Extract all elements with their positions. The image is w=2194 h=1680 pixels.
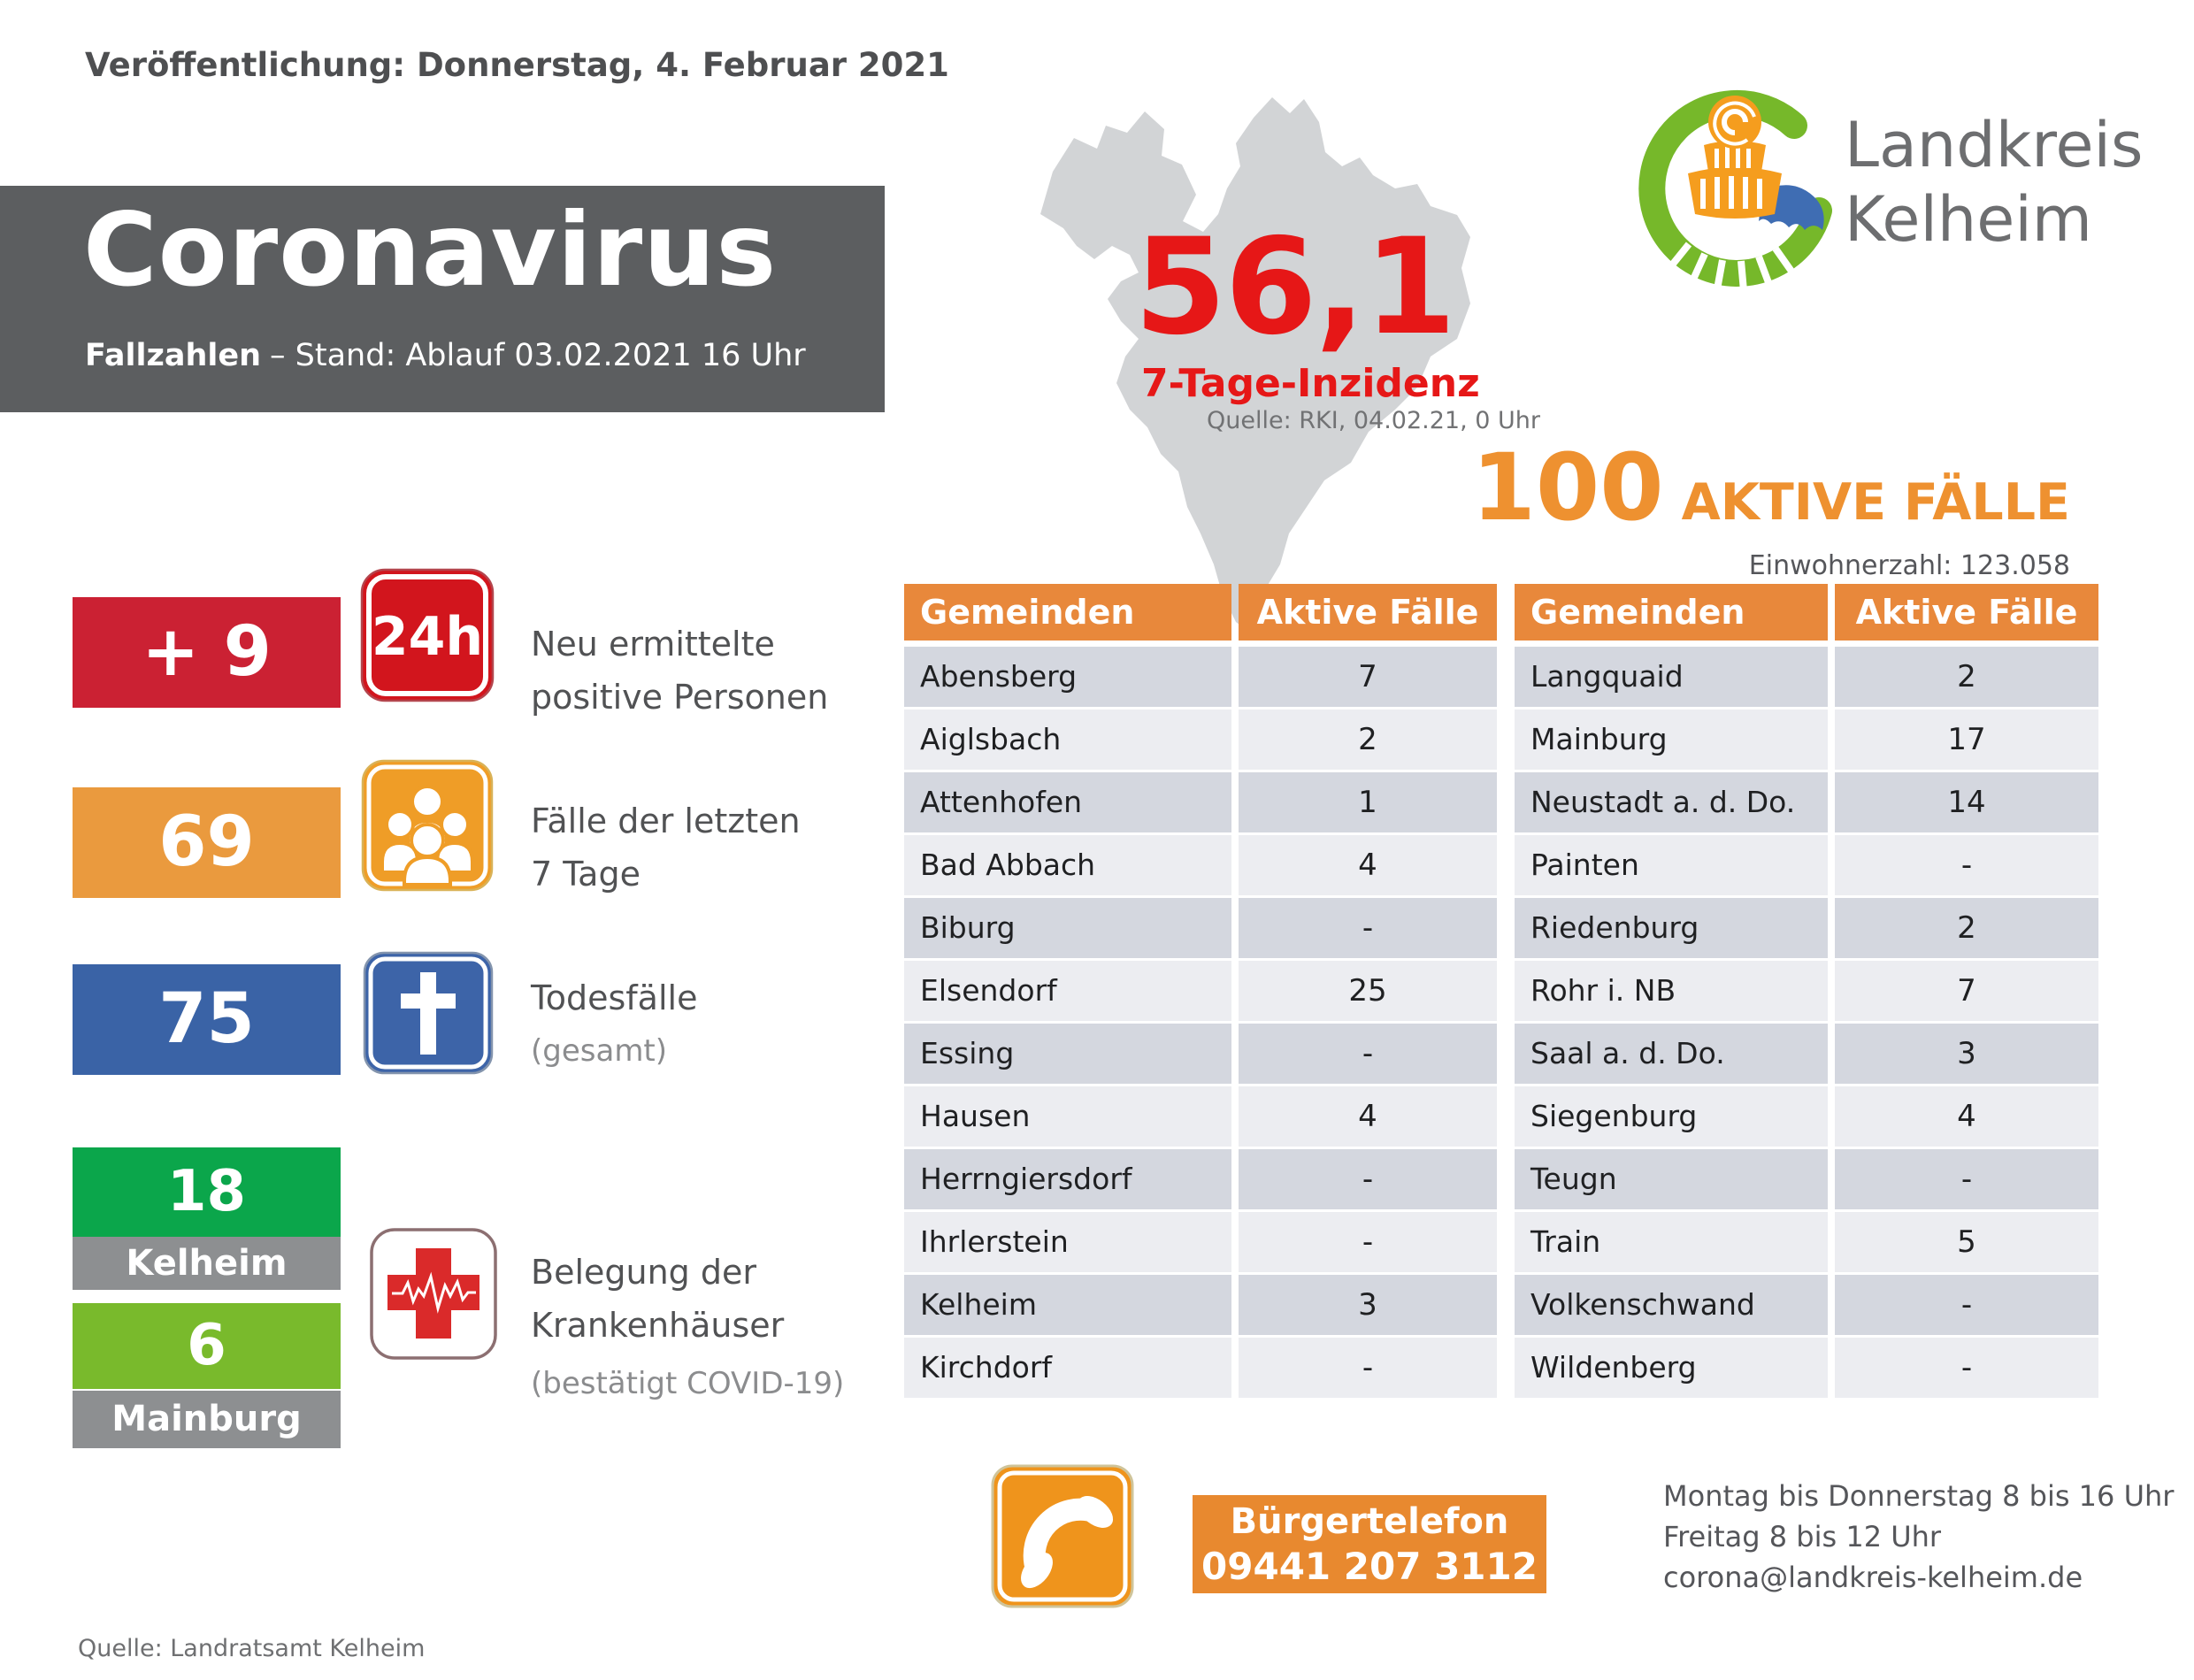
gemeinde-cell: Essing: [904, 1024, 1231, 1084]
table-row: [904, 1338, 2098, 1398]
hospital-label: [531, 1246, 844, 1410]
table-header-row: [904, 584, 2098, 641]
gemeinde-cell: Aiglsbach: [904, 710, 1231, 770]
gemeinde-cell: Mainburg: [1515, 710, 1828, 770]
cases-cell: 1: [1239, 772, 1497, 832]
buergertelefon-number: 09441 207 3112: [1201, 1545, 1538, 1588]
gemeinde-cell: Kelheim: [904, 1275, 1231, 1335]
cases-cell: -: [1239, 1338, 1497, 1398]
cases-cell: 14: [1835, 772, 2098, 832]
last7days-label: [531, 794, 801, 901]
subtitle-rest: – Stand: Ablauf 03.02.2021 16 Uhr: [270, 338, 806, 373]
table-row: [904, 647, 2098, 707]
cases-cell: -: [1835, 835, 2098, 895]
contact-hours: [1663, 1476, 2174, 1598]
cases-cell: 4: [1239, 1086, 1497, 1147]
active-cases-headline: [1472, 433, 2070, 541]
gemeinde-cell: Painten: [1515, 835, 1828, 895]
table-row: [904, 772, 2098, 832]
cases-cell: 25: [1239, 961, 1497, 1021]
population-count: Einwohnerzahl: 123.058: [1748, 550, 2070, 581]
people-group-icon: [361, 759, 494, 892]
table-row: [904, 898, 2098, 958]
phone-icon: [991, 1464, 1134, 1608]
incidence-source: Quelle: RKI, 04.02.21, 0 Uhr: [1207, 407, 1540, 434]
table-row: [904, 1086, 2098, 1147]
header-gemeinden: Gemeinden: [1515, 584, 1828, 641]
table-row: [904, 961, 2098, 1021]
table-row: [904, 1275, 2098, 1335]
incidence-value: 56,1: [1134, 211, 1455, 364]
cases-cell: 7: [1835, 961, 2098, 1021]
header-aktive-faelle: Aktive Fälle: [1239, 584, 1497, 641]
last7days-value: 69: [73, 787, 341, 898]
new-cases-label-line1: Neu ermittelte: [531, 625, 775, 664]
gemeinden-table: [904, 584, 2098, 1400]
page-title: Coronavirus: [83, 191, 778, 309]
header-aktive-faelle: Aktive Fälle: [1835, 584, 2098, 641]
table-row: [904, 1024, 2098, 1084]
title-banner: [0, 186, 885, 412]
incidence-label: 7-Tage-Inzidenz: [1141, 361, 1480, 406]
gemeinde-cell: Rohr i. NB: [1515, 961, 1828, 1021]
cases-cell: 7: [1239, 647, 1497, 707]
cases-cell: 3: [1239, 1275, 1497, 1335]
new-cases-label-line2: positive Personen: [531, 678, 829, 717]
hospital-kelheim-value: 18: [73, 1147, 341, 1237]
cases-cell: -: [1835, 1275, 2098, 1335]
memorial-cross-icon: [363, 951, 494, 1075]
cases-cell: 3: [1835, 1024, 2098, 1084]
deaths-label: [531, 971, 697, 1078]
cases-cell: 17: [1835, 710, 2098, 770]
active-cases-label: AKTIVE FÄLLE: [1681, 473, 2070, 532]
contact-email[interactable]: corona@landkreis-kelheim.de: [1663, 1561, 2083, 1594]
24h-icon: [360, 568, 495, 702]
cases-cell: -: [1835, 1338, 2098, 1398]
cases-cell: -: [1835, 1149, 2098, 1209]
gemeinde-cell: Abensberg: [904, 647, 1231, 707]
footer-source: Quelle: Landratsamt Kelheim: [78, 1635, 426, 1662]
gemeinde-cell: Train: [1515, 1212, 1828, 1272]
hospital-mainburg-label: Mainburg: [73, 1391, 341, 1448]
new-cases-value: + 9: [73, 597, 341, 708]
deaths-label-line2: (gesamt): [531, 1033, 668, 1069]
active-cases-value: 100: [1471, 433, 1664, 541]
gemeinde-cell: Ihrlerstein: [904, 1212, 1231, 1272]
logo-wordmark: [1845, 108, 2143, 257]
cases-cell: -: [1239, 1149, 1497, 1209]
gemeinde-cell: Attenhofen: [904, 772, 1231, 832]
gemeinde-cell: Kirchdorf: [904, 1338, 1231, 1398]
hospital-label-line2: Krankenhäuser: [531, 1306, 785, 1345]
gemeinde-cell: Volkenschwand: [1515, 1275, 1828, 1335]
gemeinde-cell: Biburg: [904, 898, 1231, 958]
gemeinde-cell: Hausen: [904, 1086, 1231, 1147]
cases-cell: -: [1239, 898, 1497, 958]
table-row: [904, 1149, 2098, 1209]
gemeinde-cell: Saal a. d. Do.: [1515, 1024, 1828, 1084]
hospital-label-line1: Belegung der: [531, 1253, 756, 1292]
gemeinde-cell: Siegenburg: [1515, 1086, 1828, 1147]
hospital-label-line3: (bestätigt COVID-19): [531, 1366, 845, 1401]
table-row: [904, 835, 2098, 895]
publication-date: Veröffentlichung: Donnerstag, 4. Februar 2021: [85, 46, 949, 84]
gemeinde-cell: Neustadt a. d. Do.: [1515, 772, 1828, 832]
hospital-mainburg-value: 6: [73, 1303, 341, 1389]
cases-cell: -: [1239, 1212, 1497, 1272]
gemeinde-cell: Riedenburg: [1515, 898, 1828, 958]
gemeinde-cell: Herrngiersdorf: [904, 1149, 1231, 1209]
cases-cell: 5: [1835, 1212, 2098, 1272]
gemeinde-cell: Teugn: [1515, 1149, 1828, 1209]
cases-cell: -: [1239, 1024, 1497, 1084]
buergertelefon-box: [1193, 1495, 1546, 1593]
24h-badge-text: 24h: [371, 606, 484, 668]
gemeinde-cell: Bad Abbach: [904, 835, 1231, 895]
cases-cell: 2: [1835, 647, 2098, 707]
hours-line2: Freitag 8 bis 12 Uhr: [1663, 1520, 1942, 1553]
hospital-kelheim-label: Kelheim: [73, 1237, 341, 1290]
last7days-label-line1: Fälle der letzten: [531, 802, 801, 840]
gemeinde-cell: Wildenberg: [1515, 1338, 1828, 1398]
hours-line1: Montag bis Donnerstag 8 bis 16 Uhr: [1663, 1479, 2175, 1513]
table-row: [904, 710, 2098, 770]
cases-cell: 2: [1835, 898, 2098, 958]
deaths-label-line1: Todesfälle: [531, 978, 698, 1017]
subtitle-bold: Fallzahlen: [85, 338, 262, 373]
banner-subtitle: [85, 338, 806, 373]
new-cases-label: [531, 618, 828, 724]
table-row: [904, 1212, 2098, 1272]
landkreis-kelheim-logo-icon: [1630, 85, 1840, 295]
header-gemeinden: Gemeinden: [904, 584, 1231, 641]
gemeinde-cell: Langquaid: [1515, 647, 1828, 707]
buergertelefon-label: Bürgertelefon: [1230, 1501, 1509, 1542]
gemeinde-cell: Elsendorf: [904, 961, 1231, 1021]
hospital-cross-icon: [369, 1227, 498, 1361]
logo-line2: Kelheim: [1845, 183, 2092, 256]
logo-line1: Landkreis: [1845, 109, 2144, 181]
cases-cell: 4: [1835, 1086, 2098, 1147]
cases-cell: 4: [1239, 835, 1497, 895]
cases-cell: 2: [1239, 710, 1497, 770]
deaths-value: 75: [73, 964, 341, 1075]
last7days-label-line2: 7 Tage: [531, 855, 641, 894]
